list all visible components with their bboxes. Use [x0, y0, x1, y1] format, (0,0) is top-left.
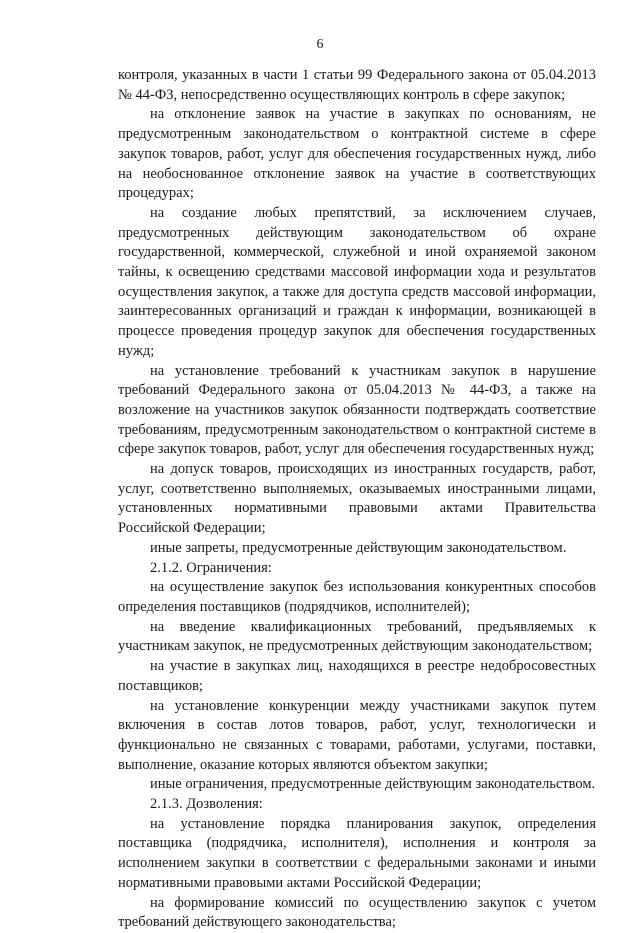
page-number: 6 — [316, 37, 324, 52]
paragraph: на участие в закупках лиц, находящихся в реестре недобросовестных поставщиков; — [118, 658, 596, 694]
paragraph: иные запреты, предусмотренные действующим законодательством. — [150, 539, 567, 556]
paragraph: на установление конкуренции между участниками закупок путем включения в состав лотов товаров, работ, услуг, технологически и функционально не связанных с товарами, работами, услугами, поставки, выполнение, оказание которых являются объектом закупки; — [118, 697, 596, 773]
section-heading: 2.1.2. Ограничения: — [150, 559, 272, 576]
paragraph: на осуществление закупок без использования конкурентных способов определения поставщиков (подрядчиков, исполнителей); — [118, 579, 596, 615]
paragraph: на установление порядка планирования закупок, определения поставщика (подрядчика, исполнителя), исполнения и контроля за исполнением закупки в соответствии с федеральными законами и иными нормативными правовыми актами Российской Федерации; — [118, 815, 596, 891]
paragraph: на введение квалификационных требований, предъявляемых к участникам закупок, не предусмотренных действующим законодательством; — [118, 618, 596, 655]
paragraph: на отклонение заявок на участие в закупках по основаниям, не предусмотренным законодательством о контрактной системе в сфере закупок товаров, работ, услуг для обеспечения государственных нужд, либо на необоснованное отклонение заявок на участие в соответствующих процедурах; — [118, 106, 596, 202]
paragraph: контроля, указанных в части 1 статьи 99 Федерального закона от 05.04.2013 № 44-ФЗ, непосредственно осуществляющих контроль в сфере закупок; — [118, 67, 596, 103]
paragraph: на установление требований к участникам закупок в нарушение требований Федерального закона от 05.04.2013 № 44-ФЗ, а также на возложение на участников закупок обязанности подтверждать соответствие требованиям, предусмотренным законодательством о контрактной системе в сфере закупок товаров, работ, услуг для обеспечения государственных нужд; — [118, 362, 596, 458]
section-heading: 2.1.3. Дозволения: — [150, 796, 263, 813]
paragraph: на создание любых препятствий, за исключением случаев, предусмотренных действующим законодательством об охране государственной, коммерческой, служебной и иной охраняемой законом тайны, к освещению средствами массовой информации хода и результатов осуществления закупок, а также для доступа средств массовой информации, заинтересованных организаций и граждан к информации, возникающей в процессе проведения процедур закупок для обеспечения государственных нужд; — [118, 204, 596, 359]
paragraph: иные ограничения, предусмотренные действующим законодательством. — [150, 776, 596, 793]
document-body — [118, 66, 596, 933]
paragraph: на формирование комиссий по осуществлению закупок с учетом требований действующего законодательства; — [118, 894, 596, 931]
paragraph: на допуск товаров, происходящих из иностранных государств, работ, услуг, соответственно выполняемых, оказываемых иностранными лицами, установленных нормативными правовыми актами Правительства Российской Федерации; — [118, 461, 596, 537]
